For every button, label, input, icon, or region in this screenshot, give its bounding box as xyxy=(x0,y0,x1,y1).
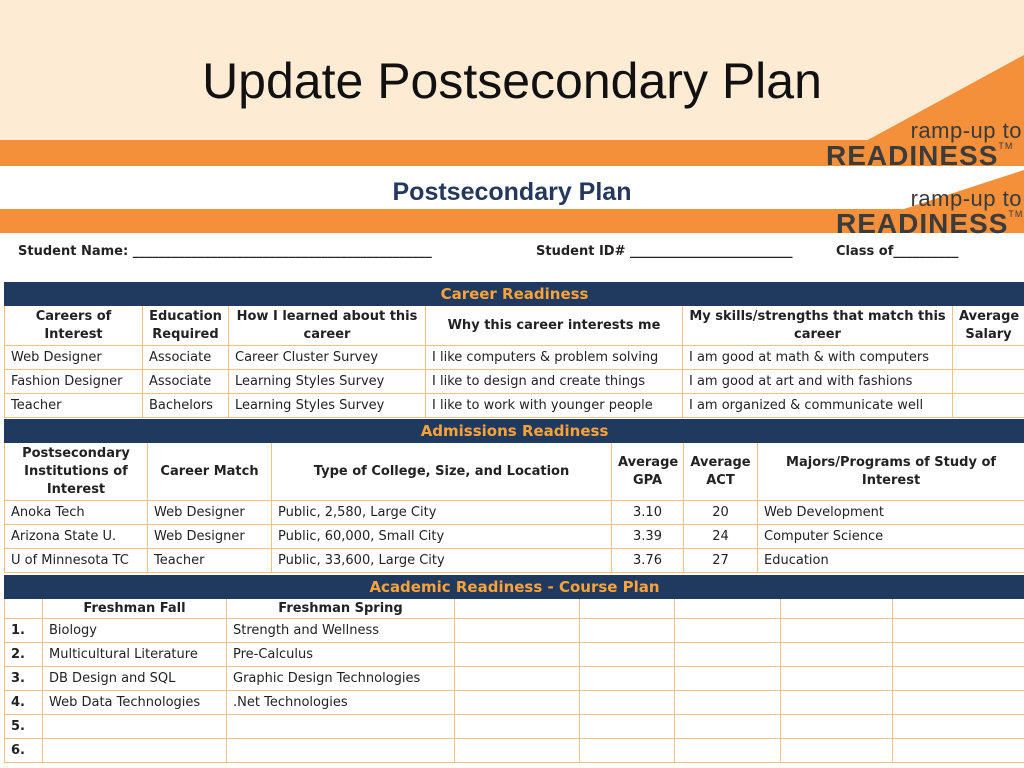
col-header: Average Salary xyxy=(953,306,1024,346)
col-header-blank xyxy=(5,599,43,619)
table-row xyxy=(5,501,1024,525)
table-row xyxy=(5,691,1024,715)
table-cell[interactable] xyxy=(781,715,893,739)
table-cell[interactable]: Teacher xyxy=(148,549,272,573)
col-header-blank xyxy=(455,599,580,619)
col-header: Careers of Interest xyxy=(5,306,143,346)
table-cell[interactable]: I like computers & problem solving xyxy=(426,346,683,370)
course-plan-table xyxy=(4,575,1024,763)
table-cell[interactable] xyxy=(893,619,1024,643)
table-cell[interactable]: Associate xyxy=(143,346,229,370)
table-cell[interactable]: Public, 2,580, Large City xyxy=(272,501,612,525)
table-cell[interactable] xyxy=(675,667,781,691)
col-header-blank xyxy=(675,599,781,619)
table-cell[interactable]: I like to design and create things xyxy=(426,370,683,394)
table-cell[interactable] xyxy=(781,691,893,715)
col-header-blank xyxy=(781,599,893,619)
table-cell[interactable] xyxy=(580,691,675,715)
table-cell[interactable]: Fashion Designer xyxy=(5,370,143,394)
table-cell[interactable]: Strength and Wellness xyxy=(227,619,455,643)
table-cell[interactable] xyxy=(675,643,781,667)
table-row xyxy=(5,549,1024,573)
col-header: Career Match xyxy=(148,443,272,501)
table-cell[interactable] xyxy=(893,739,1024,763)
table-cell[interactable]: 3.10 xyxy=(612,501,684,525)
col-header-blank xyxy=(893,599,1024,619)
logo-tagline: ramp-up to xyxy=(910,186,1022,211)
logo-word: READINESS xyxy=(836,208,1009,239)
table-cell[interactable] xyxy=(953,346,1024,370)
table-cell[interactable] xyxy=(893,667,1024,691)
table-row xyxy=(5,370,1024,394)
table-cell[interactable]: Graphic Design Technologies xyxy=(227,667,455,691)
table-cell[interactable] xyxy=(893,715,1024,739)
row-number: 2. xyxy=(5,643,43,667)
table-cell[interactable] xyxy=(455,691,580,715)
table-cell[interactable]: Career Cluster Survey xyxy=(229,346,426,370)
table-cell[interactable]: Bachelors xyxy=(143,394,229,418)
table-cell[interactable] xyxy=(455,643,580,667)
table-cell[interactable]: Biology xyxy=(43,619,227,643)
table-cell[interactable]: Education xyxy=(758,549,1024,573)
col-header: Average ACT xyxy=(684,443,758,501)
table-cell[interactable] xyxy=(455,739,580,763)
table-row xyxy=(5,643,1024,667)
table-cell[interactable] xyxy=(675,619,781,643)
table-cell[interactable]: Learning Styles Survey xyxy=(229,370,426,394)
table-cell[interactable]: Arizona State U. xyxy=(5,525,148,549)
table-cell[interactable]: Multicultural Literature xyxy=(43,643,227,667)
student-id-field[interactable]: Student ID# _________________________ xyxy=(536,244,793,259)
table-row xyxy=(5,667,1024,691)
admissions-readiness-table xyxy=(4,419,1024,573)
col-header: Education Required xyxy=(143,306,229,346)
table-cell[interactable] xyxy=(43,715,227,739)
table-cell[interactable]: 24 xyxy=(684,525,758,549)
col-header: Average GPA xyxy=(612,443,684,501)
table-cell[interactable] xyxy=(43,739,227,763)
table-cell[interactable]: I am good at art and with fashions xyxy=(683,370,953,394)
table-cell[interactable]: Web Data Technologies xyxy=(43,691,227,715)
logo-tagline: ramp-up to xyxy=(910,118,1022,143)
table-cell[interactable]: I am organized & communicate well xyxy=(683,394,953,418)
row-number: 5. xyxy=(5,715,43,739)
table-cell[interactable]: Computer Science xyxy=(758,525,1024,549)
col-header: Postsecondary Institutions of Interest xyxy=(5,443,148,501)
col-header: How I learned about this career xyxy=(229,306,426,346)
table-cell[interactable]: Web Designer xyxy=(148,525,272,549)
table-row xyxy=(5,715,1024,739)
table-cell[interactable]: 20 xyxy=(684,501,758,525)
table-row xyxy=(5,619,1024,643)
table-cell[interactable]: 3.39 xyxy=(612,525,684,549)
col-header: My skills/strengths that match this career xyxy=(683,306,953,346)
career-readiness-band: Career Readiness xyxy=(5,283,1024,306)
table-row xyxy=(5,739,1024,763)
table-cell[interactable] xyxy=(893,643,1024,667)
table-cell[interactable]: Teacher xyxy=(5,394,143,418)
table-cell[interactable]: I like to work with younger people xyxy=(426,394,683,418)
table-row xyxy=(5,525,1024,549)
table-cell[interactable] xyxy=(455,715,580,739)
table-cell[interactable]: Web Designer xyxy=(148,501,272,525)
col-header-blank xyxy=(580,599,675,619)
table-cell[interactable] xyxy=(580,715,675,739)
slide-title: Update Postsecondary Plan xyxy=(202,53,822,109)
table-row xyxy=(5,346,1024,370)
table-cell[interactable]: Web Development xyxy=(758,501,1024,525)
table-cell[interactable]: Learning Styles Survey xyxy=(229,394,426,418)
row-number: 4. xyxy=(5,691,43,715)
rampup-logo-top xyxy=(826,120,1022,170)
table-cell[interactable]: DB Design and SQL xyxy=(43,667,227,691)
table-cell[interactable] xyxy=(675,715,781,739)
table-cell[interactable] xyxy=(781,643,893,667)
table-cell[interactable]: U of Minnesota TC xyxy=(5,549,148,573)
table-cell[interactable]: 3.76 xyxy=(612,549,684,573)
row-number: 6. xyxy=(5,739,43,763)
table-cell[interactable] xyxy=(953,370,1024,394)
form-title: Postsecondary Plan xyxy=(392,178,632,206)
table-cell[interactable] xyxy=(781,739,893,763)
table-cell[interactable] xyxy=(455,667,580,691)
col-header: Majors/Programs of Study of Interest xyxy=(758,443,1024,501)
logo-trademark: TM xyxy=(1008,209,1024,219)
table-cell[interactable]: Public, 60,000, Small City xyxy=(272,525,612,549)
table-cell[interactable] xyxy=(675,739,781,763)
table-cell[interactable] xyxy=(580,739,675,763)
table-cell[interactable] xyxy=(580,643,675,667)
logo-trademark: TM xyxy=(998,141,1014,151)
table-cell[interactable] xyxy=(580,667,675,691)
table-cell[interactable]: Associate xyxy=(143,370,229,394)
table-cell[interactable] xyxy=(675,691,781,715)
table-cell[interactable] xyxy=(953,394,1024,418)
table-cell[interactable] xyxy=(227,739,455,763)
rampup-logo-form xyxy=(836,188,1022,238)
table-cell[interactable]: Web Designer xyxy=(5,346,143,370)
academic-readiness-band: Academic Readiness - Course Plan xyxy=(5,576,1024,599)
student-name-field[interactable]: Student Name: ______________________________________________ xyxy=(18,244,432,259)
class-of-field[interactable]: Class of__________ xyxy=(836,244,959,259)
row-number: 1. xyxy=(5,619,43,643)
col-header: Freshman Spring xyxy=(227,599,455,619)
table-cell[interactable] xyxy=(580,619,675,643)
table-cell[interactable]: Anoka Tech xyxy=(5,501,148,525)
table-cell[interactable] xyxy=(781,619,893,643)
table-cell[interactable]: Public, 33,600, Large City xyxy=(272,549,612,573)
table-cell[interactable]: I am good at math & with computers xyxy=(683,346,953,370)
admissions-readiness-band: Admissions Readiness xyxy=(5,420,1024,443)
table-cell[interactable]: 27 xyxy=(684,549,758,573)
table-cell[interactable] xyxy=(781,667,893,691)
table-cell[interactable]: Pre-Calculus xyxy=(227,643,455,667)
table-row xyxy=(5,394,1024,418)
logo-word: READINESS xyxy=(826,140,999,171)
table-cell[interactable]: .Net Technologies xyxy=(227,691,455,715)
table-cell[interactable] xyxy=(455,619,580,643)
col-header: Why this career interests me xyxy=(426,306,683,346)
career-readiness-table xyxy=(4,282,1024,418)
table-cell[interactable] xyxy=(893,691,1024,715)
col-header: Freshman Fall xyxy=(43,599,227,619)
row-number: 3. xyxy=(5,667,43,691)
table-cell[interactable] xyxy=(227,715,455,739)
col-header: Type of College, Size, and Location xyxy=(272,443,612,501)
